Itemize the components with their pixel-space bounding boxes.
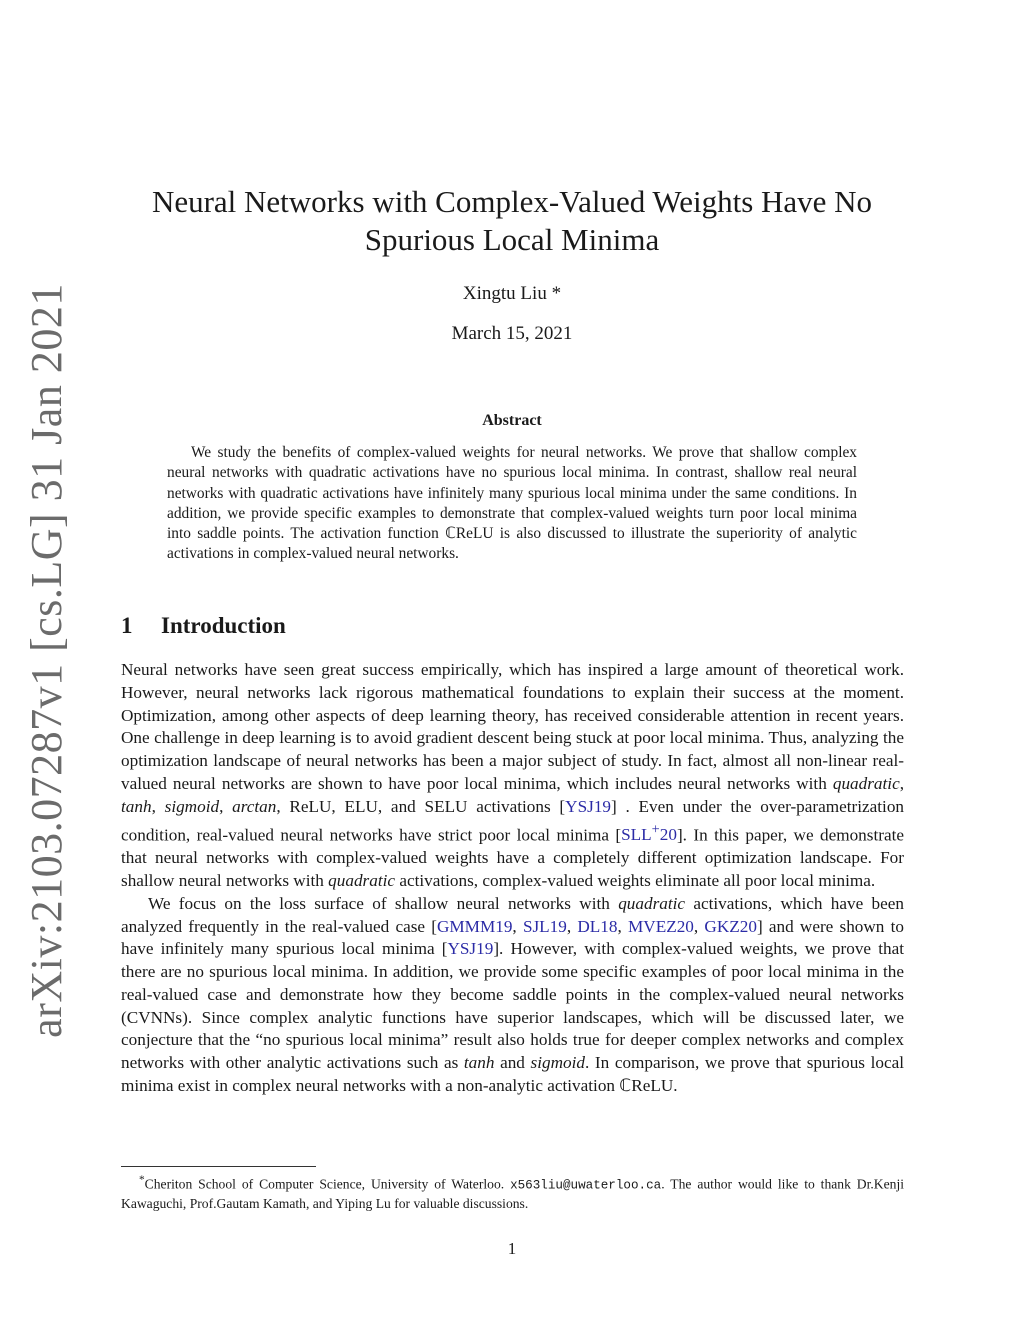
- page-number: 1: [507, 1239, 517, 1258]
- text-run: ]. In this paper, we demonstrate that neural networks with complex-valued weights have a completely different optimization landscape. For shallow neural networks with: [121, 825, 904, 890]
- section-title: Introduction: [161, 613, 286, 638]
- intro-paragraph-1: [121, 659, 904, 893]
- citation-link-mvez20[interactable]: MVEZ20: [628, 916, 694, 936]
- text-run: ,: [617, 916, 629, 936]
- text-run: activations, which have been analyzed frequently in the real-valued case [: [121, 893, 904, 936]
- term-quadratic: quadratic: [832, 773, 900, 793]
- citation-text: 20: [659, 825, 677, 845]
- term-quadratic: quadratic: [328, 870, 396, 890]
- section-heading: [121, 613, 286, 639]
- footnote: [121, 1171, 904, 1214]
- citation-link-gkz20[interactable]: GKZ20: [704, 916, 757, 936]
- text-run: We focus on the loss surface of shallow neural networks with: [148, 893, 619, 913]
- citation-superscript: +: [651, 821, 660, 838]
- abstract-heading: Abstract: [482, 412, 542, 429]
- arxiv-identifier-stamp: [16, 282, 76, 1038]
- text-run: Neural networks have seen great success empirically, which has inspired a large amount of theoretical work. However, neural networks lack rigorous mathematical foundations to explain their success at the moment. Optimization, among other aspects of deep learning theory, has received considerable attention in recent years. One challenge in deep learning is to avoid gradient descent being stuck at poor local minima. Thus, analyzing the optimization landscape of neural networks has been a major subject of study. In fact, almost all non-linear real-valued neural networks are shown to have poor local minima, which includes neural networks with: [121, 660, 904, 793]
- introduction-body: [121, 659, 904, 1098]
- text-run: ,: [899, 773, 904, 793]
- text-run: ] and were shown to have infinitely many spurious local minima [: [121, 916, 904, 959]
- intro-paragraph-2: [121, 893, 904, 1098]
- citation-link-sjl19[interactable]: SJL19: [522, 916, 567, 936]
- text-run: ,: [566, 916, 578, 936]
- abstract-body: We study the benefits of complex-valued weights for neural networks. We prove that shallow complex neural networks with quadratic activations have no spurious local minima. In contrast, shallow real neural networks with quadratic activations have infinitely many spurious local minima under the same conditions. In addition, we provide specific examples to demonstrate that complex-valued weights turn poor local minima into saddle points. The activation function ℂReLU is also discussed to illustrate the superiority of analytic activations in complex-valued neural networks.: [167, 444, 857, 563]
- paper-date: March 15, 2021: [451, 323, 573, 344]
- citation-link-sll20[interactable]: [621, 821, 677, 845]
- section-number: 1: [121, 613, 133, 638]
- term-tanh: tanh: [121, 796, 152, 816]
- footnote-divider: [121, 1166, 316, 1167]
- citation-link-ysj19[interactable]: YSJ19: [447, 939, 494, 959]
- citation-link-dl18[interactable]: DL18: [577, 916, 618, 936]
- citation-link-ysj19[interactable]: YSJ19: [565, 796, 612, 816]
- citation-link-gmmm19[interactable]: GMMM19: [436, 916, 513, 936]
- footnote-affiliation: Cheriton School of Computer Science, University of Waterloo.: [144, 1176, 511, 1192]
- author-footnote-mark: *: [546, 283, 562, 304]
- text-run: ] . Even under the over-parametrization condition, real-valued neural networks have strict poor local minima [: [121, 796, 905, 845]
- text-run: and: [494, 1053, 531, 1073]
- text-run: ,: [512, 916, 523, 936]
- footnote-mark: *: [139, 1174, 145, 1186]
- text-run: ,: [693, 916, 705, 936]
- term-sigmoid: sigmoid: [530, 1053, 585, 1073]
- author-email: x563liu@uwaterloo.ca: [510, 1178, 662, 1193]
- term-sigmoid: sigmoid: [164, 796, 220, 816]
- term-arctan: arctan: [232, 796, 277, 816]
- text-run: , ReLU, ELU, and SELU activations [: [276, 796, 566, 816]
- paper-title: Neural Networks with Complex-Valued Weights Have No Spurious Local Minima: [151, 184, 873, 257]
- text-run: . In comparison, we prove that spurious local minima exist in complex neural networks with a non-analytic activation ℂReLU.: [121, 1053, 905, 1096]
- author-name: Xingtu Liu: [462, 283, 547, 304]
- citation-text: SLL: [621, 825, 652, 845]
- term-quadratic: quadratic: [618, 893, 686, 913]
- text-run: ]. However, with complex-valued weights, we prove that there are no spurious local minima. In addition, we provide some specific examples of poor local minima in the real-valued case and demonstrate how they become saddle points in the complex-valued neural networks (CVNNs). Since complex analytic functions have superior landscapes, which will be discussed later, we conjecture that the “no spurious local minima” result also holds true for deeper complex networks and complex networks with other analytic activations such as: [121, 939, 904, 1073]
- footnote-acknowledgement: . The author would like to thank Dr.Kenji Kawaguchi, Prof.Gautam Kamath, and Yiping Lu for valuable discussions.: [121, 1176, 904, 1212]
- term-tanh: tanh: [463, 1053, 495, 1073]
- arxiv-identifier-text: arXiv:2103.07287v1 [cs.LG] 31 Jan 2021: [21, 282, 71, 1038]
- text-run: ,: [219, 796, 233, 816]
- text-run: ,: [151, 796, 165, 816]
- text-run: activations, complex-valued weights eliminate all poor local minima.: [395, 870, 876, 890]
- author-line: [0, 283, 1024, 305]
